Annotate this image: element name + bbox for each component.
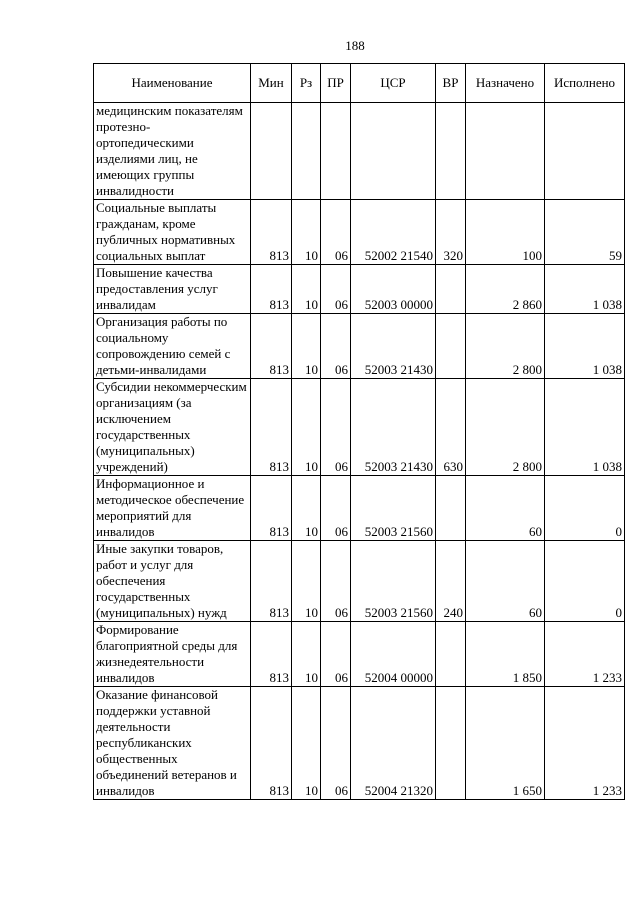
row-csr: 52004 21320 xyxy=(351,687,436,800)
header-csr: ЦСР xyxy=(351,64,436,103)
row-assigned: 60 xyxy=(466,541,545,622)
row-rz: 10 xyxy=(292,622,321,687)
row-csr: 52004 00000 xyxy=(351,622,436,687)
row-pr: 06 xyxy=(321,314,351,379)
row-vr xyxy=(436,622,466,687)
row-name: Субсидии некоммерческим организациям (за исключением государственных (муниципальных) учреждений) xyxy=(94,379,251,476)
row-csr: 52003 21560 xyxy=(351,541,436,622)
row-executed: 1 233 xyxy=(545,687,625,800)
row-vr xyxy=(436,103,466,200)
row-executed: 1 038 xyxy=(545,314,625,379)
row-name: Информационное и методическое обеспечение мероприятий для инвалидов xyxy=(94,476,251,541)
row-rz: 10 xyxy=(292,476,321,541)
row-executed: 1 038 xyxy=(545,265,625,314)
table-row xyxy=(94,476,625,541)
row-rz: 10 xyxy=(292,314,321,379)
row-assigned: 1 650 xyxy=(466,687,545,800)
row-vr xyxy=(436,476,466,541)
table-row xyxy=(94,622,625,687)
row-csr: 52003 21430 xyxy=(351,314,436,379)
row-pr: 06 xyxy=(321,622,351,687)
row-executed: 59 xyxy=(545,200,625,265)
row-vr: 240 xyxy=(436,541,466,622)
row-csr: 52003 21430 xyxy=(351,379,436,476)
row-csr xyxy=(351,103,436,200)
row-executed xyxy=(545,103,625,200)
row-rz: 10 xyxy=(292,265,321,314)
table-row xyxy=(94,265,625,314)
row-pr xyxy=(321,103,351,200)
row-executed: 1 038 xyxy=(545,379,625,476)
row-rz: 10 xyxy=(292,200,321,265)
row-name: Повышение качества предоставления услуг инвалидам xyxy=(94,265,251,314)
row-rz xyxy=(292,103,321,200)
page-number: 188 xyxy=(345,38,365,53)
header-min: Мин xyxy=(251,64,292,103)
row-executed: 1 233 xyxy=(545,622,625,687)
row-assigned: 2 860 xyxy=(466,265,545,314)
row-name: Иные закупки товаров, работ и услуг для обеспечения государственных (муниципальных) нужд xyxy=(94,541,251,622)
row-rz: 10 xyxy=(292,379,321,476)
row-assigned: 100 xyxy=(466,200,545,265)
budget-table xyxy=(93,63,625,800)
table-row xyxy=(94,103,625,200)
row-name: медицинским показателям протезно-ортопедическими изделиями лиц, не имеющих группы инвалидности xyxy=(94,103,251,200)
table-row xyxy=(94,541,625,622)
row-vr xyxy=(436,687,466,800)
table-header-row xyxy=(94,64,625,103)
row-name: Организация работы по социальному сопровождению семей с детьми-инвалидами xyxy=(94,314,251,379)
table-row xyxy=(94,200,625,265)
row-pr: 06 xyxy=(321,541,351,622)
row-vr: 320 xyxy=(436,200,466,265)
row-min: 813 xyxy=(251,622,292,687)
row-executed: 0 xyxy=(545,541,625,622)
row-min xyxy=(251,103,292,200)
row-pr: 06 xyxy=(321,687,351,800)
row-rz: 10 xyxy=(292,541,321,622)
row-rz: 10 xyxy=(292,687,321,800)
header-name: Наименование xyxy=(94,64,251,103)
header-pr: ПР xyxy=(321,64,351,103)
header-rz: Рз xyxy=(292,64,321,103)
row-pr: 06 xyxy=(321,379,351,476)
row-vr: 630 xyxy=(436,379,466,476)
row-executed: 0 xyxy=(545,476,625,541)
row-vr xyxy=(436,265,466,314)
row-assigned: 1 850 xyxy=(466,622,545,687)
row-assigned: 60 xyxy=(466,476,545,541)
row-pr: 06 xyxy=(321,265,351,314)
row-csr: 52003 21560 xyxy=(351,476,436,541)
row-name: Формирование благоприятной среды для жизнедеятельности инвалидов xyxy=(94,622,251,687)
header-vr: ВР xyxy=(436,64,466,103)
row-name: Оказание финансовой поддержки уставной деятельности республиканских общественных объединений ветеранов и инвалидов xyxy=(94,687,251,800)
row-name: Социальные выплаты гражданам, кроме публичных нормативных социальных выплат xyxy=(94,200,251,265)
row-min: 813 xyxy=(251,687,292,800)
row-pr: 06 xyxy=(321,200,351,265)
header-assigned: Назначено xyxy=(466,64,545,103)
row-min: 813 xyxy=(251,379,292,476)
row-min: 813 xyxy=(251,476,292,541)
row-csr: 52002 21540 xyxy=(351,200,436,265)
row-min: 813 xyxy=(251,541,292,622)
row-assigned: 2 800 xyxy=(466,314,545,379)
row-assigned: 2 800 xyxy=(466,379,545,476)
table-row xyxy=(94,379,625,476)
table-row xyxy=(94,687,625,800)
header-executed: Исполнено xyxy=(545,64,625,103)
row-assigned xyxy=(466,103,545,200)
table-row xyxy=(94,314,625,379)
row-min: 813 xyxy=(251,265,292,314)
row-pr: 06 xyxy=(321,476,351,541)
row-min: 813 xyxy=(251,200,292,265)
row-min: 813 xyxy=(251,314,292,379)
row-csr: 52003 00000 xyxy=(351,265,436,314)
row-vr xyxy=(436,314,466,379)
